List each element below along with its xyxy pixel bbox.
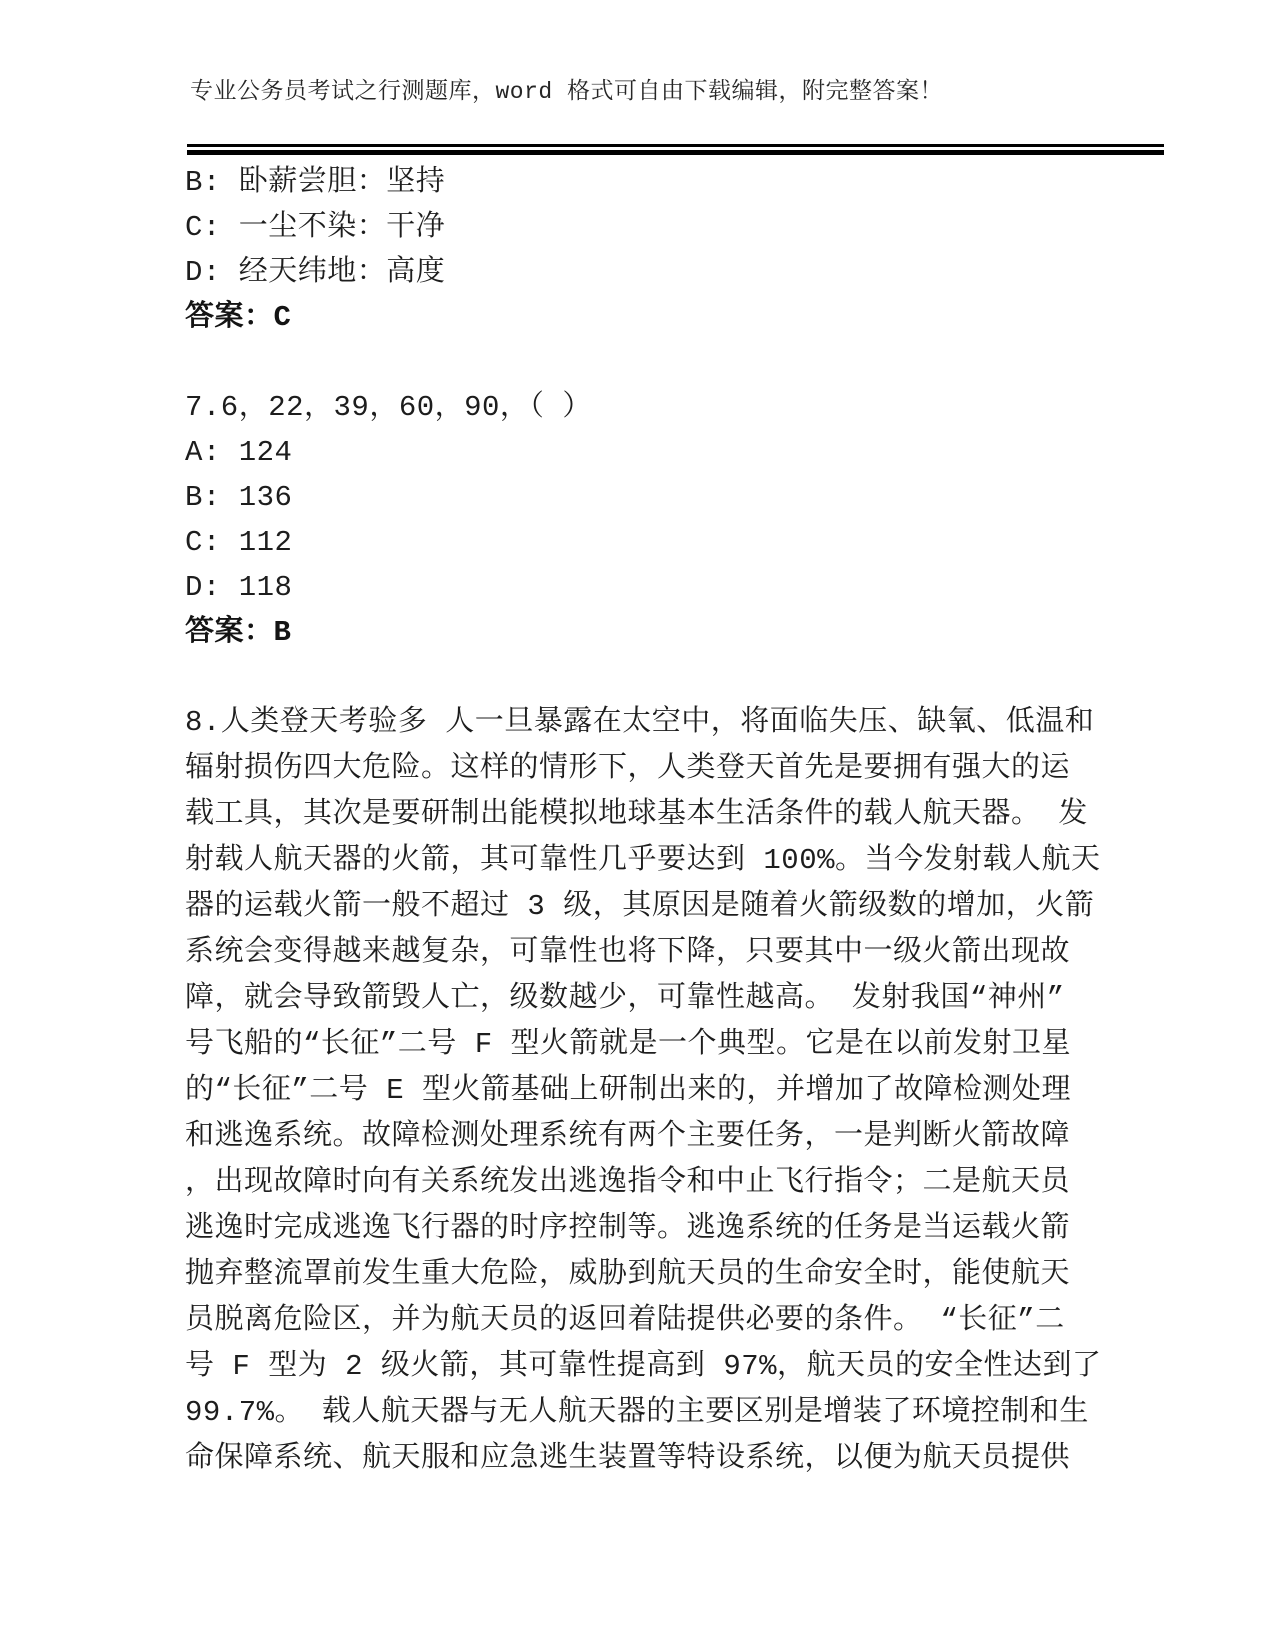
question-7-stem: 7.6，22，39，60，90，（ ） (185, 391, 592, 424)
passage-line: 命保障系统、航天服和应急逃生装置等特设系统，以便为航天员提供 (185, 1442, 1071, 1475)
question-8-passage (185, 700, 1102, 1482)
question-7-option-c: C: 112 (185, 526, 293, 559)
question-7-option-a: A: 124 (185, 436, 293, 469)
passage-line: ，出现故障时向有关系统发出逃逸指令和中止飞行指令；二是航天员 (185, 1166, 1071, 1199)
header-rule (187, 144, 1164, 155)
passage-line: 99.7%。 载人航天器与无人航天器的主要区别是增装了环境控制和生 (185, 1396, 1089, 1429)
passage-line: 辐射损伤四大危险。这样的情形下，人类登天首先是要拥有强大的运 (185, 752, 1071, 785)
passage-line: 8.人类登天考验多 人一旦暴露在太空中，将面临失压、缺氧、低温和 (185, 706, 1095, 739)
question-6-answer: 答案：C (185, 301, 292, 334)
passage-line: 障，就会导致箭毁人亡，级数越少，可靠性越高。 发射我国“神州” (185, 982, 1065, 1015)
passage-line: 器的运载火箭一般不超过 3 级，其原因是随着火箭级数的增加，火箭 (185, 890, 1095, 923)
block-gap (185, 655, 1090, 700)
question-7-answer: 答案：B (185, 616, 292, 649)
question-6-option-c: C: 一尘不染：干净 (185, 211, 446, 244)
passage-line: 号飞船的“长征”二号 F 型火箭就是一个典型。它是在以前发射卫星 (185, 1028, 1072, 1061)
page-header-text: 专业公务员考试之行测题库，word 格式可自由下载编辑，附完整答案！ (190, 79, 944, 105)
passage-line: 员脱离危险区，并为航天员的返回着陆提供必要的条件。 “长征”二 (185, 1304, 1065, 1337)
block-gap (185, 340, 1090, 385)
question-7-option-d: D: 118 (185, 571, 293, 604)
passage-line: 载工具，其次是要研制出能模拟地球基本生活条件的载人航天器。 发 (185, 798, 1088, 831)
passage-line: 和逃逸系统。故障检测处理系统有两个主要任务，一是判断火箭故障 (185, 1120, 1071, 1153)
passage-line: 系统会变得越来越复杂，可靠性也将下降，只要其中一级火箭出现故 (185, 936, 1071, 969)
passage-line: 号 F 型为 2 级火箭，其可靠性提高到 97%，航天员的安全性达到了 (185, 1350, 1102, 1383)
passage-line: 的“长征”二号 E 型火箭基础上研制出来的，并增加了故障检测处理 (185, 1074, 1072, 1107)
passage-line: 逃逸时完成逃逸飞行器的时序控制等。逃逸系统的任务是当运载火箭 (185, 1212, 1071, 1245)
question-7-block (185, 385, 1090, 655)
passage-line: 射载人航天器的火箭，其可靠性几乎要达到 100%。当今发射载人航天 (185, 844, 1101, 877)
question-6-block (185, 160, 1090, 340)
question-7-option-b: B: 136 (185, 481, 293, 514)
document-body (185, 160, 1102, 1482)
passage-line: 抛弃整流罩前发生重大危险，威胁到航天员的生命安全时，能使航天 (185, 1258, 1071, 1291)
question-6-option-d: D: 经天纬地：高度 (185, 256, 446, 289)
question-6-option-b: B: 卧薪尝胆：坚持 (185, 166, 446, 199)
